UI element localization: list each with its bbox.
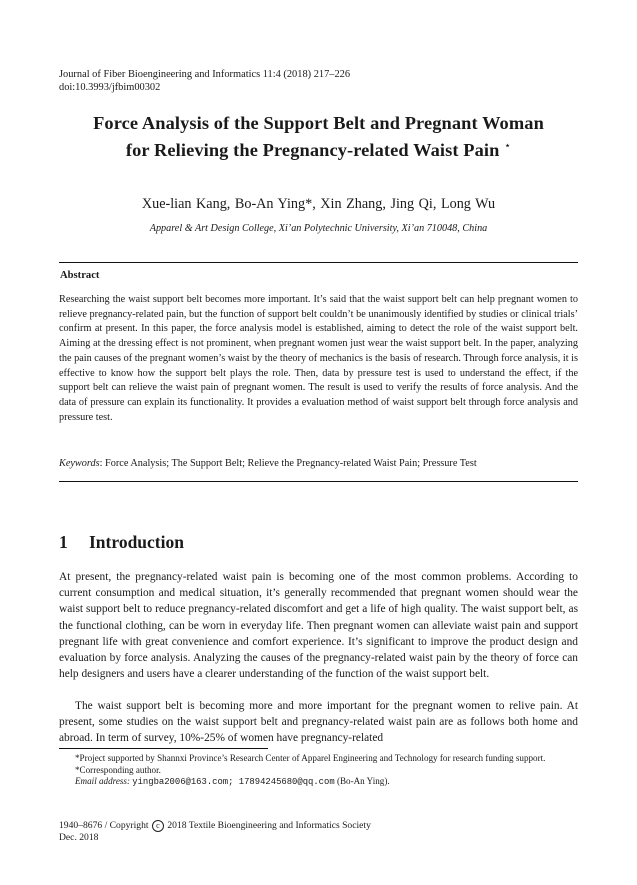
doi: doi:10.3993/jfbim00302 [59, 82, 161, 93]
email-addresses[interactable]: yingba2006@163.com; 17894245680@qq.com [132, 777, 335, 788]
title-footnote-mark: ⋆ [504, 140, 512, 152]
paper-title [40, 112, 597, 162]
footnotes [59, 753, 578, 789]
footnote-rule [59, 748, 268, 749]
intro-paragraph-2: The waist support belt is becoming more and more important for the pregnant women to relive pain. At present, some studies on the waist support belt and pregnancy-related waist pain are as follows both home and abroad. In term of survey, 10%-25% of women have pregnancy-related [59, 700, 578, 745]
email-owner: (Bo-An Ying). [336, 776, 390, 787]
section-title: Introduction [89, 532, 184, 552]
keywords [59, 458, 477, 469]
keywords-label: Keywords [59, 458, 100, 469]
copyright-icon: c [152, 820, 164, 832]
journal-header [59, 68, 350, 94]
affiliation: Apparel & Art Design College, Xi’an Polytechnic University, Xi’an 710048, China [149, 223, 488, 234]
publication-date: Dec. 2018 [59, 832, 99, 844]
issn: 1940–8676 / Copyright [59, 820, 149, 832]
title-line-1: Force Analysis of the Support Belt and Pregnant Woman [93, 113, 544, 133]
copyright-holder: 2018 Textile Bioengineering and Informatics Society [167, 820, 371, 832]
email-label: Email address: [75, 776, 130, 787]
footnote-project: *Project supported by Shannxi Province’s Research Center of Apparel Engineering and Technology for research funding support. [75, 753, 546, 763]
footnote-corresponding: *Corresponding author. [75, 764, 161, 775]
section-heading [59, 532, 184, 553]
abstract-bottom-rule [59, 481, 578, 482]
title-line-2: for Relieving the Pregnancy-related Waist Pain [125, 140, 500, 160]
keywords-text: : Force Analysis; The Support Belt; Relieve the Pregnancy-related Waist Pain; Pressure Test [99, 458, 477, 469]
section-number: 1 [59, 532, 68, 552]
abstract-heading: Abstract [60, 270, 100, 281]
abstract-top-rule [59, 262, 578, 263]
journal-citation: Journal of Fiber Bioengineering and Informatics 11:4 (2018) 217–226 [59, 69, 351, 80]
intro-paragraph-1: At present, the pregnancy-related waist pain is becoming one of the most common problems. According to current consumption and medical situation, it’s generally recommended that pregnant women should wear the waist support belt to reduce pregnancy-related discomfort and get a life of high quality. The waist support belt, as the functional clothing, can be worn in everyday life. Then pregnant women can alleviate waist pain and support pregnant life with great convenience and comfort experience. It’s significant to improve the product design and evaluation by force analysis. Analyzing the causes of the pregnancy-related waist pain by the theory of force can help designers and users have a clearer understanding of the function of the waist support belt. [59, 571, 578, 681]
abstract-text: Researching the waist support belt becomes more important. It’s said that the waist support belt can help pregnant women to relieve pregnancy-related pain, but the function of support belt couldn’t be unanimously identified by studies or clinical trials’ confirm at present. In this paper, the force analysis model is established, aiming to detect the role of the waist support belt. Aiming at the dressing effect is not prominent, when pregnant women just wear the waist support belt. In the paper, analyzing the pain causes of the pregnant women’s waist by the theory of mechanics is the basis of research. Through force analysis, it is effective to know how the support belt plays the role. Then, data by pressure test is used to understand the effect, if the support belt can relieve the waist pain of pregnant women. The result is used to verify the results of force analysis. And the data of pressure can explain its functionality. It provides a evaluation method of waist support belt through force analysis and pressure test. [59, 294, 578, 423]
copyright-block [59, 820, 371, 844]
author-list: Xue-lian Kang, Bo-An Ying*, Xin Zhang, Jing Qi, Long Wu [141, 196, 496, 212]
footnote-email [59, 776, 578, 789]
